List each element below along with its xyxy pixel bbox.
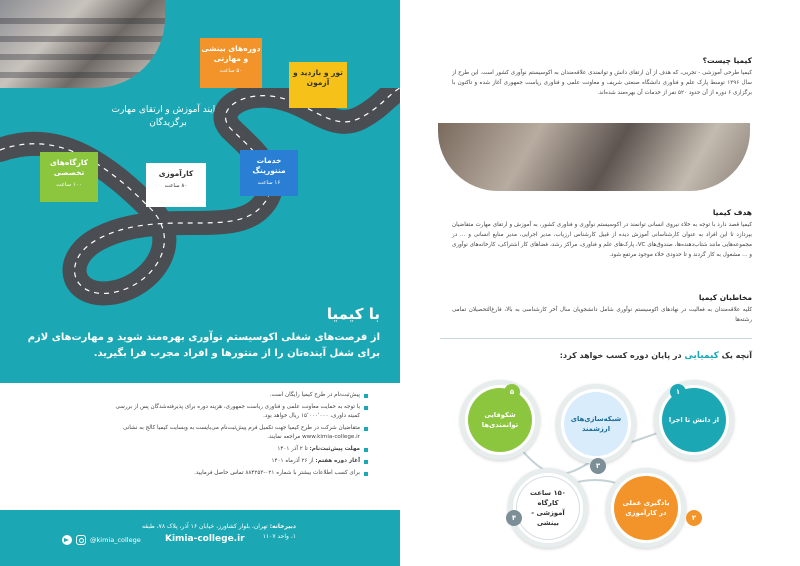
gain-title: آنچه یک کیمیایی در پایان دوره کسب خواهد کرد:	[559, 351, 752, 361]
benefit-number-5: ۵	[504, 384, 520, 400]
audience-text: کلیه علاقه‌مندان به فعالیت در نهادهای اکوسیستم نوآوری شامل دانشجویان سال آخر کارشناسی به بالا، فارغ‌التحصیلان تمامی رشته‌ها	[452, 307, 752, 323]
goal-heading: هدف کیمیا	[712, 208, 752, 217]
benefits-diagram	[440, 372, 752, 552]
card-courses: دوره‌های بینشی و مهارتی ۵۰ ساعت	[200, 38, 262, 88]
section-what	[452, 56, 752, 98]
section-goal	[452, 208, 752, 260]
card-mentoring: خدمات منتورینگ ۱۶ ساعت	[240, 150, 298, 196]
info-item: متقاضیان شرکت در طرح کیمیا جهت تکمیل فرم پیش‌ثبت‌نام می‌بایست به وبسایت کیمیا کالج به نشانی www.kimia-college.ir مراجعه نمایند.	[108, 424, 368, 442]
banner-description: از فرصت‌های شغلی اکوسیستم نوآوری بهره‌مند شوید و مهارت‌های لازم برای شغل آینده‌تان را از منتورها و افراد مجرب فرا بگیرید.	[27, 332, 380, 359]
benefit-number-1: ۱	[670, 384, 686, 400]
card-workshops: کارگاه‌های تخصصی ۱۰۰ ساعت	[40, 152, 98, 202]
info-item-deadline: مهلت پیش‌ثبت‌نام: تا ۲ آذر ۱۴۰۱	[108, 445, 368, 454]
benefit-5: شکوفایی توانمندی‌ها	[468, 388, 532, 452]
divider	[440, 338, 752, 339]
benefit-4: ۱۵۰ ساعت کارگاه آموزشی - بینشی	[516, 476, 580, 540]
benefit-3: شبکه‌سازی‌های ارزشمند	[564, 392, 628, 456]
footer-address: دبیرخانه: تهران، بلوار کشاورز، خیابان ۱۶ آذر، پلاک ۷۸، طبقه ۱، واحد ۱۱۰۷	[141, 523, 296, 540]
info-item-contact: برای کسب اطلاعات بیشتر با شماره ۰۲۱-۸۸۴۲۵۳ تماس حاصل فرمایید.	[108, 469, 368, 478]
instagram-icon[interactable]	[76, 535, 86, 545]
benefit-number-4: ۴	[506, 510, 522, 526]
footer-social	[62, 535, 141, 545]
info-list	[108, 391, 368, 481]
section-audience	[452, 293, 752, 325]
audience-heading: مخاطبان کیمیا	[698, 293, 752, 302]
info-item: با توجه به حمایت معاونت علمی و فناوری ریاست جمهوری، هزینه دوره برای پذیرفته‌شدگان پس از بررسی کمیته داوری، ۱۵٬۰۰۰٬۰۰۰ ریال خواهد بود.	[108, 403, 368, 421]
info-item-start: آغاز دوره هفتم: از ۲۶ آذرماه ۱۴۰۱	[108, 457, 368, 466]
footer-website-link[interactable]: Kimia-college.ir	[165, 534, 245, 544]
benefit-number-2: ۲	[686, 510, 702, 526]
info-item: پیش‌ثبت‌نام در طرح کیمیا رایگان است.	[108, 391, 368, 400]
classroom-photo-top	[0, 0, 165, 88]
telegram-icon[interactable]	[62, 535, 72, 545]
benefit-number-3: ۳	[590, 458, 606, 474]
benefit-1: از دانش تا اجرا	[662, 388, 726, 452]
benefit-2: یادگیری عملی در کارآموزی	[614, 476, 678, 540]
what-heading: کیمیا چیست؟	[702, 56, 752, 65]
goal-text: کیمیا قصد دارد با توجه به خلاء نیروی انسانی توانمند در اکوسیستم نوآوری و فناوری کشور، به آموزش و ارتقای مهارت متقاضیان بپردازد تا این افراد به عنوان کارشناسانی آموزش دیده از قبیل کارشناس ارزیاب، مدیر اجرایی، مدیر منابع انسانی و ... در مجموعه‌هایی مانند شتاب‌دهنده‌ها، صندوق‌های VC، پارک‌های علم و فناوری، مراکز رشد، فضاهای کار اشتراکی، کارخانه‌های نوآوری و ... مشغول به کار گردند و تا حدودی خلاء موجود مرتفع شود.	[452, 222, 752, 258]
banner-title: با کیمیا	[326, 305, 380, 323]
card-tour: تور و بازدید و آزمون	[289, 62, 347, 108]
process-title: فرایند آموزش و ارتقای مهارت برگزیدگان	[111, 105, 225, 128]
card-internship: کارآموزی ۸۰ ساعت	[146, 163, 206, 207]
social-handle[interactable]: @kimia_college	[90, 536, 141, 544]
what-text: کیمیا طرحی آموزشی - تجربی، که هدف از آن ارتقای دانش و توانمندی علاقه‌مندان به اکوسیستم نوآوری کشور است. این طرح از سال ۱۳۹۶ توسط پارک علم و فناوری دانشگاه صنعتی شریف و معاونت علمی و فناوری ریاست جمهوری آغاز شده و تاکنون با برگزاری ۶ دوره از آن حدود ۵۲۰ نفر از خدمات آن بهره‌مند شده‌اند.	[452, 70, 752, 96]
info-box	[0, 383, 400, 510]
classroom-photo-mid	[438, 123, 750, 191]
